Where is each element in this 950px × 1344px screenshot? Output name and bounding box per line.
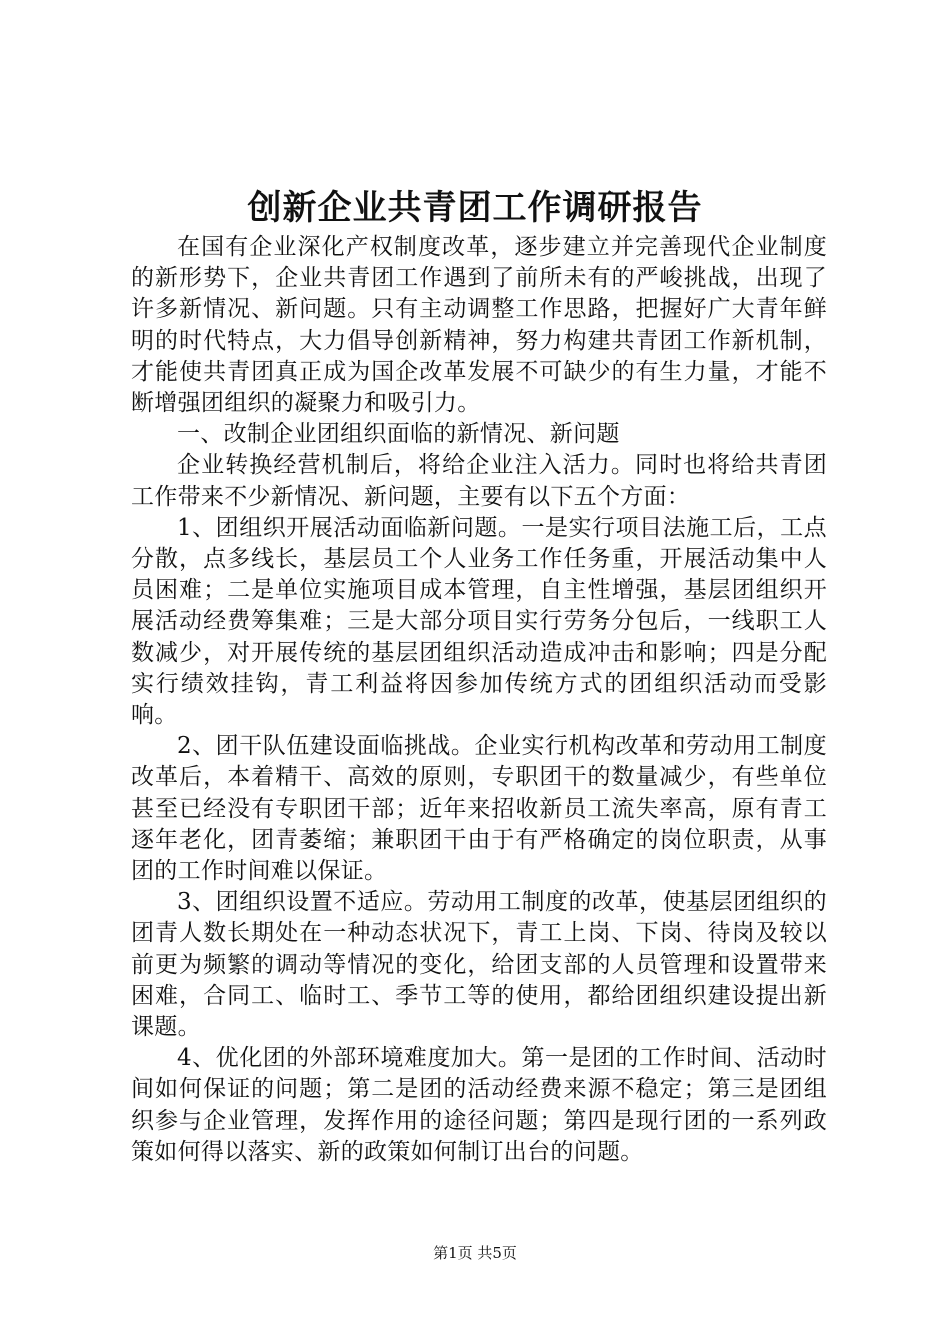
paragraph-intro: 在国有企业深化产权制度改革，逐步建立并完善现代企业制度的新形势下，企业共青团工作遇到了前所未有的严峻挑战，出现了许多新情况、新问题。只有主动调整工作思路，把握好广大青年鲜明的时代特点，大力倡导创新精神，努力构建共青团工作新机制，才能使共青团真正成为国企改革发展不可缺少的有生力量，才能不断增强团组织的凝聚力和吸引力。 (131, 234, 827, 417)
paragraph-item-1: 1、团组织开展活动面临新问题。一是实行项目法施工后，工点分散，点多线长，基层员工个人业务工作任务重，开展活动集中人员困难；二是单位实施项目成本管理，自主性增强，基层团组织开展活动经费筹集难；三是大部分项目实行劳务分包后，一线职工人数减少，对开展传统的基层团组织活动造成冲击和影响；四是分配实行绩效挂钩，青工利益将因参加传统方式的团组织活动而受影响。 (131, 514, 827, 729)
document-body (131, 232, 827, 1168)
page-footer: 第1页 共5页 (433, 1244, 517, 1262)
paragraph-item-2: 2、团干队伍建设面临挑战。企业实行机构改革和劳动用工制度改革后，本着精干、高效的原则，专职团干的数量减少，有些单位甚至已经没有专职团干部；近年来招收新员工流失率高，原有青工逐年老化，团青萎缩；兼职团干由于有严格确定的岗位职责，从事团的工作时间难以保证。 (131, 733, 827, 885)
section-heading: 一、改制企业团组织面临的新情况、新问题 (177, 421, 620, 448)
paragraph-overview: 企业转换经营机制后，将给企业注入活力。同时也将给共青团工作带来不少新情况、新问题，主要有以下五个方面： (131, 452, 827, 510)
paragraph-item-4: 4、优化团的外部环境难度加大。第一是团的工作时间、活动时间如何保证的问题；第二是团的活动经费来源不稳定；第三是团组织参与企业管理，发挥作用的途径问题；第四是现行团的一系列政策如何得以落实、新的政策如何制订出台的问题。 (131, 1045, 827, 1165)
document-title: 创新企业共青团工作调研报告 (247, 188, 703, 228)
paragraph-item-3: 3、团组织设置不适应。劳动用工制度的改革，使基层团组织的团青人数长期处在一种动态状况下，青工上岗、下岗、待岗及较以前更为频繁的调动等情况的变化，给团支部的人员管理和设置带来困难，合同工、临时工、季节工等的使用，都给团组织建设提出新课题。 (131, 889, 827, 1041)
